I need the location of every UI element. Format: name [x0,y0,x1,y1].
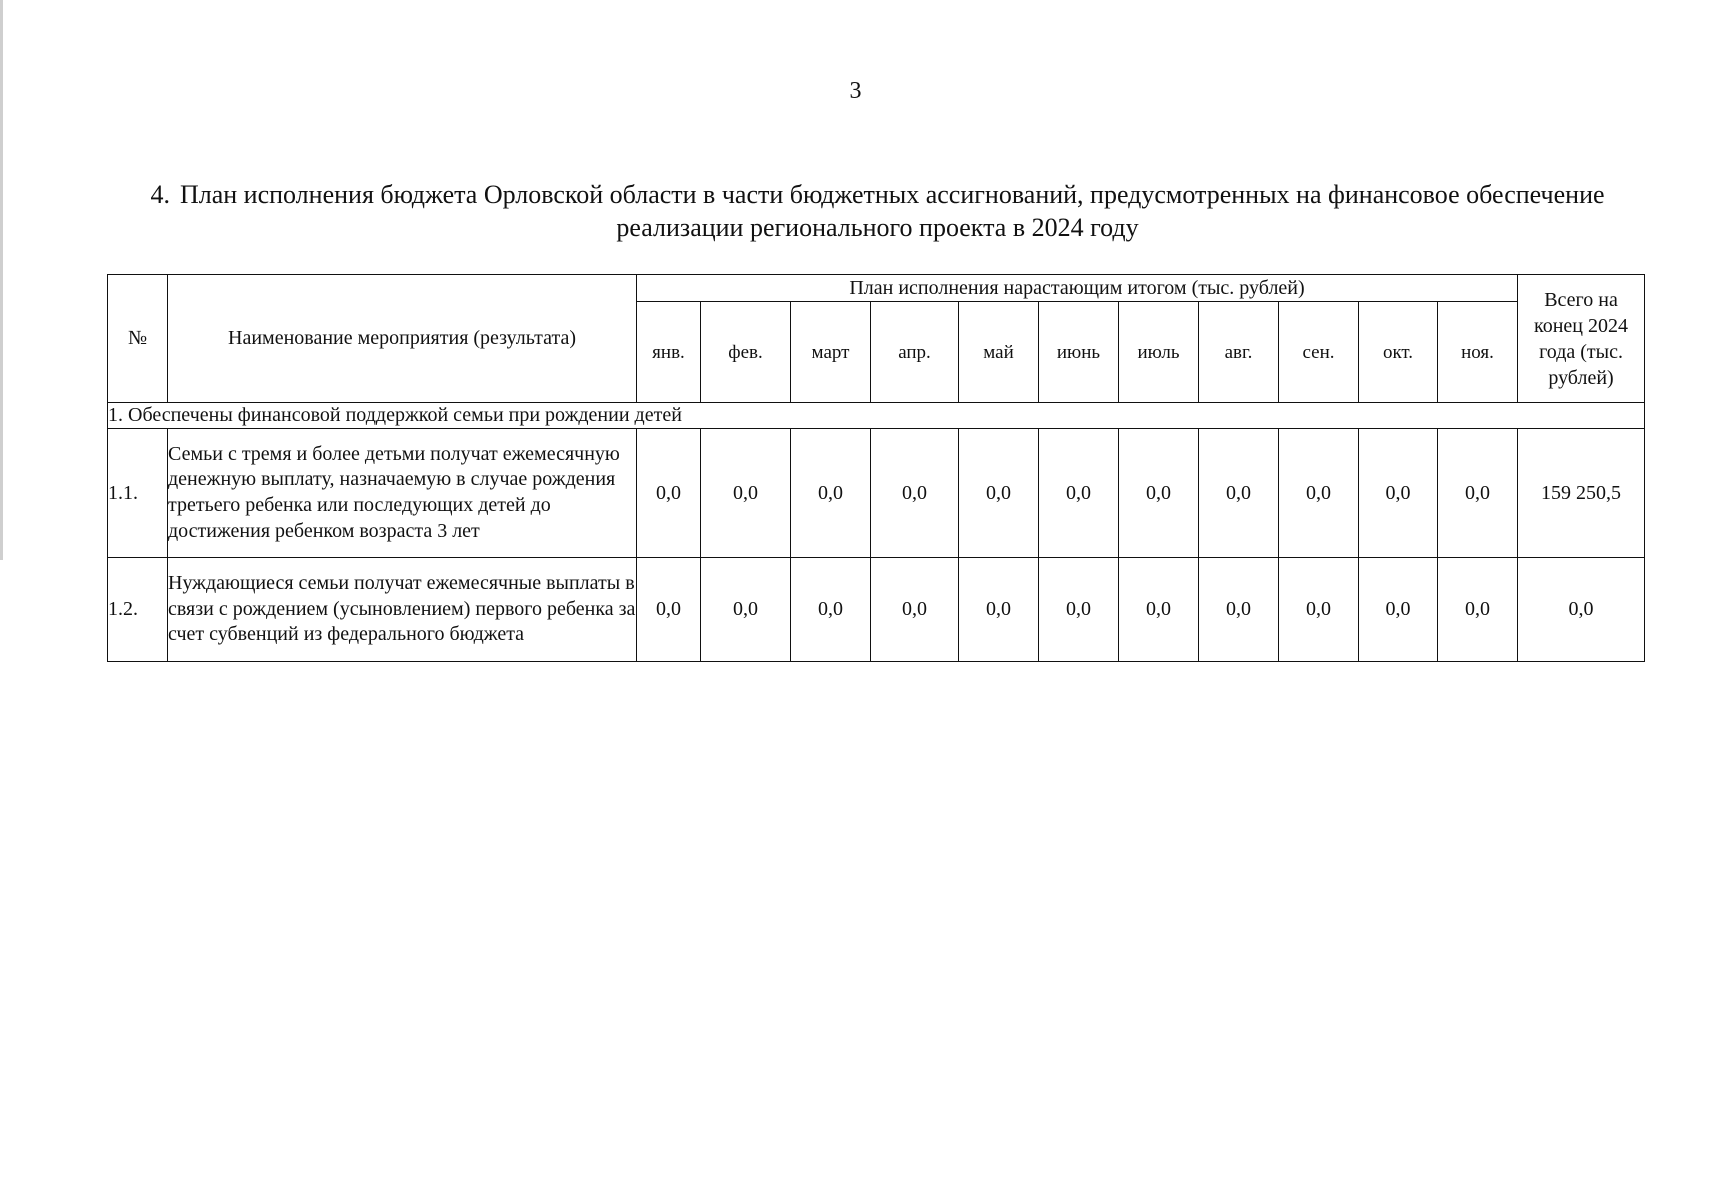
header-month: окт. [1359,302,1438,403]
header-no: № [108,275,168,403]
section-row-text: 1. Обеспечены финансовой поддержкой семьи при рождении детей [108,403,1645,429]
row-value: 0,0 [1359,429,1438,558]
row-value: 0,0 [637,429,701,558]
row-value: 0,0 [1119,429,1199,558]
header-row-top [108,275,1645,302]
row-value: 0,0 [1438,558,1518,662]
row-value: 0,0 [791,429,871,558]
row-value: 0,0 [959,429,1039,558]
row-value: 0,0 [1039,558,1119,662]
row-value: 0,0 [1279,558,1359,662]
row-value: 0,0 [871,558,959,662]
header-name: Наименование мероприятия (результата) [168,275,637,403]
page-number: 3 [849,78,862,104]
row-name: Нуждающиеся семьи получат ежемесячные выплаты в связи с рождением (усыновлением) первого ребенка за счет субвенций из федерального бюджета [168,558,637,662]
row-value: 0,0 [791,558,871,662]
header-month: апр. [871,302,959,403]
section-title [120,178,1635,244]
section-title-text: План исполнения бюджета Орловской области в части бюджетных ассигнований, предусмотренных на финансовое обеспечение реализации регионального проекта в 2024 году [179,180,1605,242]
row-value: 0,0 [1199,558,1279,662]
row-value: 0,0 [1119,558,1199,662]
table-row [108,558,1645,662]
row-name: Семьи с тремя и более детьми получат ежемесячную денежную выплату, назначаемую в случае рождения третьего ребенка или последующих детей до достижения ребенком возраста 3 лет [168,429,637,558]
header-plan: План исполнения нарастающим итогом (тыс. рублей) [637,275,1518,302]
header-month: фев. [701,302,791,403]
header-month: сен. [1279,302,1359,403]
row-total: 0,0 [1518,558,1645,662]
header-month: ноя. [1438,302,1518,403]
row-number: 1.2. [108,558,168,662]
header-total: Всего на конец 2024 года (тыс. рублей) [1518,275,1645,403]
header-month: июль [1119,302,1199,403]
row-value: 0,0 [1279,429,1359,558]
row-value: 0,0 [1438,429,1518,558]
row-value: 0,0 [1359,558,1438,662]
budget-plan-table [107,274,1645,662]
row-value: 0,0 [701,429,791,558]
row-value: 0,0 [959,558,1039,662]
row-value: 0,0 [1199,429,1279,558]
section-row [108,403,1645,429]
row-number: 1.1. [108,429,168,558]
section-number: 4. [150,180,170,209]
header-month: авг. [1199,302,1279,403]
row-value: 0,0 [701,558,791,662]
row-value: 0,0 [1039,429,1119,558]
header-month: июнь [1039,302,1119,403]
row-value: 0,0 [871,429,959,558]
header-month: янв. [637,302,701,403]
header-month: март [791,302,871,403]
table-row [108,429,1645,558]
row-value: 0,0 [637,558,701,662]
row-total: 159 250,5 [1518,429,1645,558]
header-month: май [959,302,1039,403]
